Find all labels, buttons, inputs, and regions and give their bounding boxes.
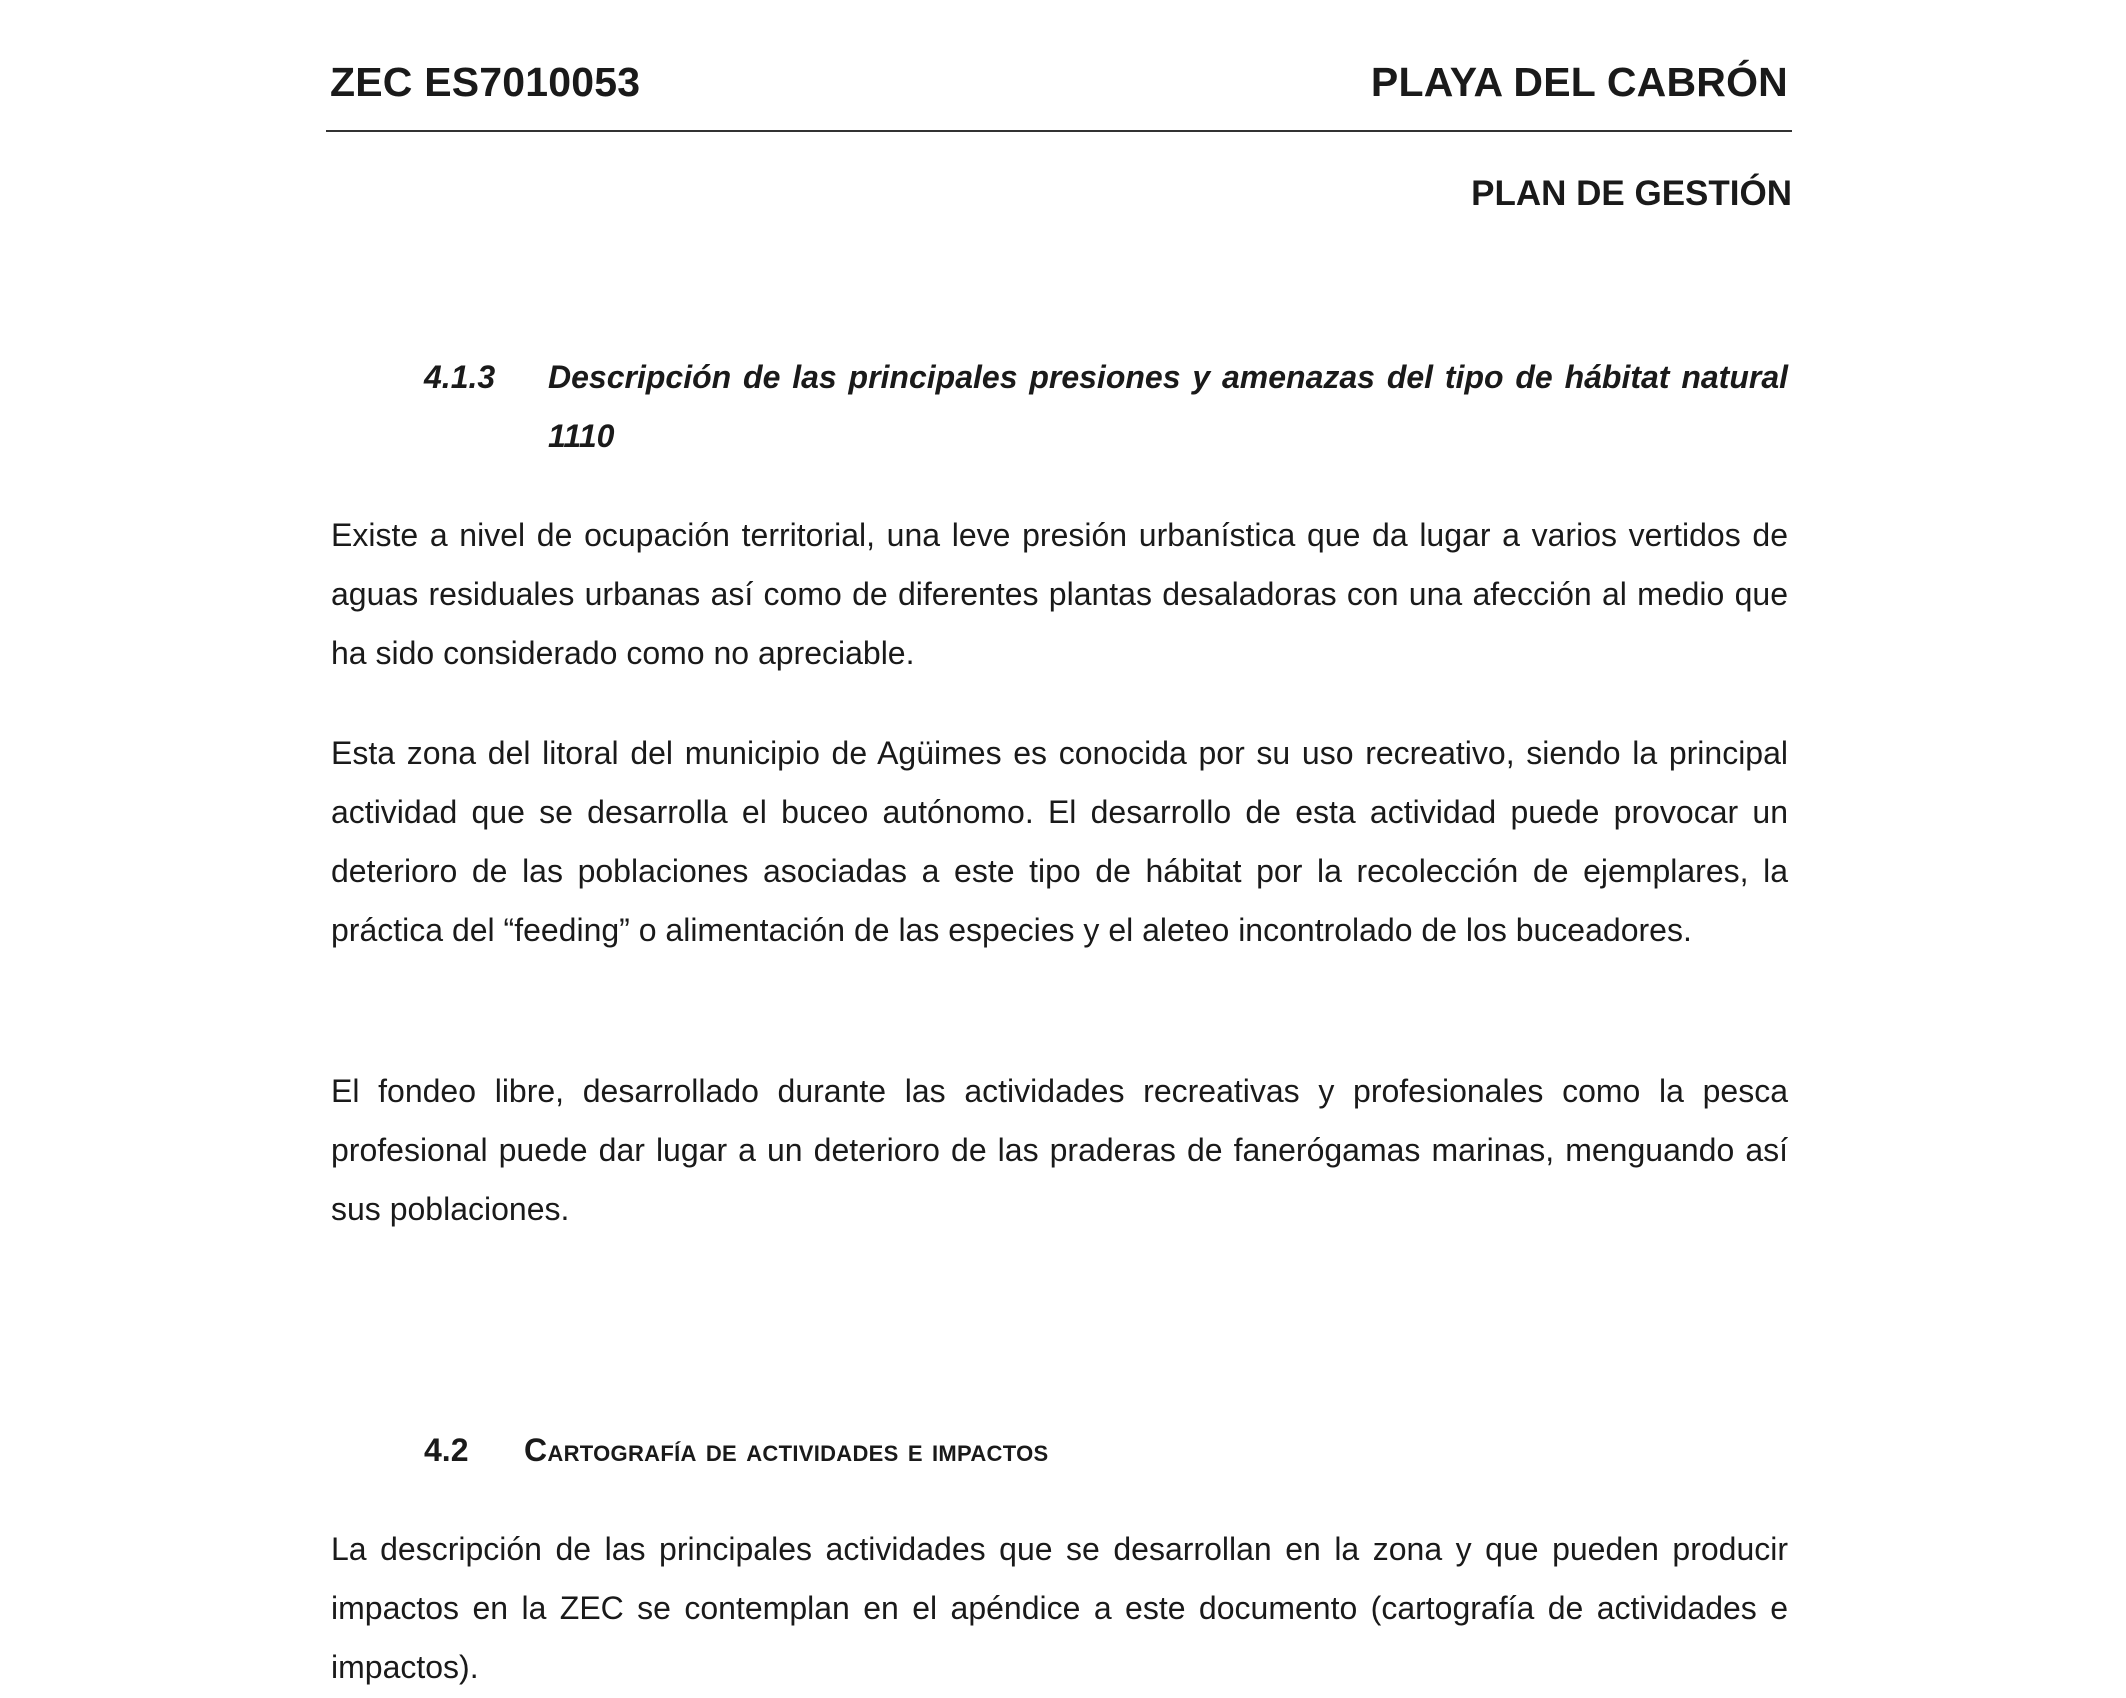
paragraph-2: Esta zona del litoral del municipio de Agüimes es conocida por su uso recreativo, siendo la principal actividad que se desarrolla el buceo autónomo. El desarrollo de esta actividad puede provocar un deterioro de las poblaciones asociadas a este tipo de hábitat por la recolección de ejemplares, la práctica del “feeding” o alimentación de las especies y el aleteo incontrolado de los buceadores.	[331, 735, 1788, 948]
section-title: Cartografía de actividades e impactos	[524, 1432, 1049, 1468]
header-site-name: PLAYA DEL CABRÓN	[1370, 59, 1788, 105]
section-heading-4-2	[424, 1421, 1048, 1480]
paragraph-3: El fondeo libre, desarrollado durante las actividades recreativas y profesionales como la pesca profesional puede dar lugar a un deterioro de las praderas de fanerógamas marinas, menguando así sus poblaciones.	[331, 1073, 1788, 1227]
plan-title: PLAN DE GESTIÓN	[1471, 174, 1792, 213]
section-number: 4.2	[424, 1432, 469, 1468]
paragraph-1: Existe a nivel de ocupación territorial, una leve presión urbanística que da lugar a varios vertidos de aguas residuales urbanas así como de diferentes plantas desaladoras con una afección al medio que ha sido considerado como no apreciable.	[331, 517, 1788, 671]
page-header	[326, 52, 1792, 132]
section-number: 4.1.3	[424, 359, 496, 395]
section-heading-4-1-3	[424, 348, 1788, 466]
paragraph-4: La descripción de las principales actividades que se desarrollan en la zona y que pueden producir impactos en la ZEC se contemplan en el apéndice a este documento (cartografía de actividades e impactos).	[331, 1531, 1788, 1685]
section-title: Descripción de las principales presiones y amenazas del tipo de hábitat natural 1110	[548, 359, 1788, 454]
header-site-code: ZEC ES7010053	[330, 59, 641, 105]
